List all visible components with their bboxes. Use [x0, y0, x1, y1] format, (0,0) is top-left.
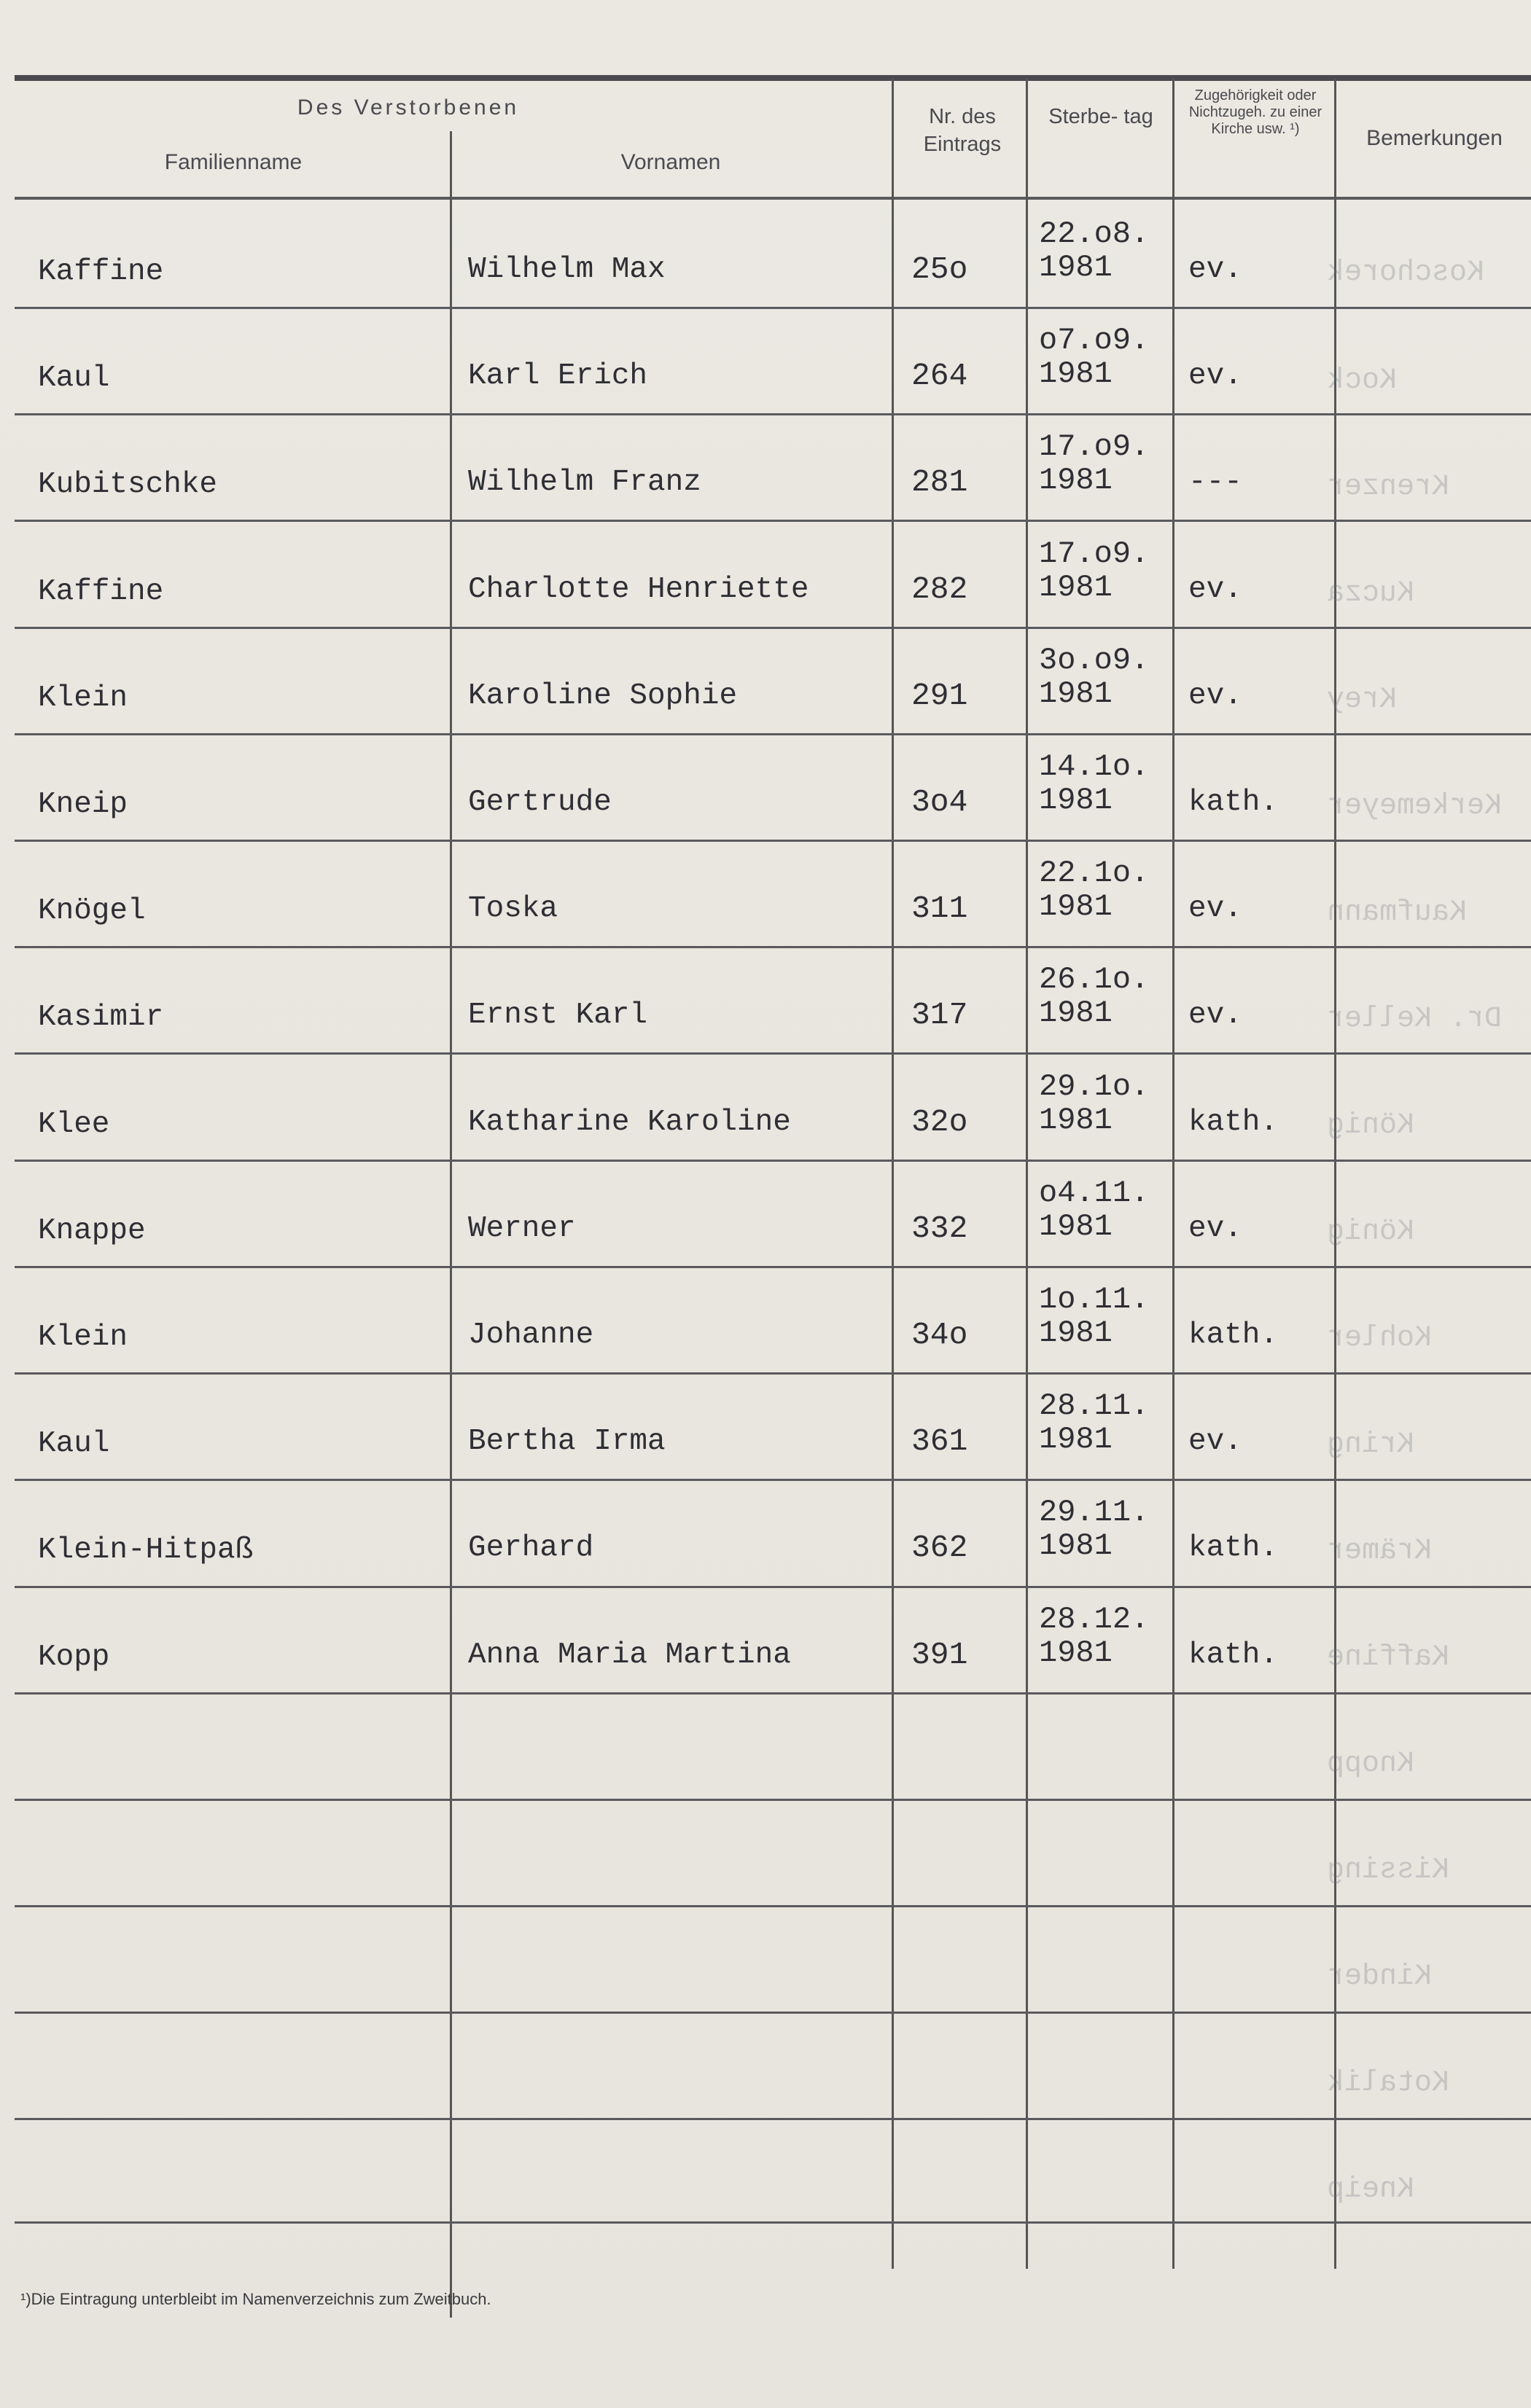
entry-number: 317 — [911, 997, 968, 1033]
family-name: Kneip — [38, 788, 128, 821]
col-line-given — [450, 131, 452, 2318]
family-name: Kaffine — [38, 574, 164, 609]
entry-number: 32o — [911, 1103, 968, 1140]
row-rule — [15, 1160, 1531, 1162]
church-affiliation: ev. — [1188, 1211, 1242, 1246]
death-date-day: 22.1o. — [1039, 856, 1150, 891]
family-name: Kaul — [38, 1427, 110, 1461]
entry-number: 362 — [911, 1530, 968, 1566]
top-rule — [15, 75, 1531, 81]
row-rule — [15, 1905, 1531, 1907]
col-line-date — [1026, 79, 1028, 2269]
death-date-day: 17.o9. — [1039, 429, 1150, 465]
death-date-year: 1981 — [1039, 1208, 1113, 1244]
given-names: Wilhelm Franz — [468, 466, 701, 500]
entry-number: 391 — [911, 1636, 968, 1673]
family-name: Klein — [38, 1321, 128, 1354]
church-affiliation: --- — [1188, 466, 1242, 500]
row-rule — [15, 627, 1531, 629]
header-church: Zugehörigkeit oder Nichtzugeh. zu einer Kirche usw. ¹) — [1188, 87, 1322, 137]
row-rule — [15, 1586, 1531, 1588]
entry-number: 291 — [911, 677, 968, 714]
row-rule — [15, 1052, 1531, 1055]
given-names: Werner — [468, 1211, 576, 1246]
church-affiliation: ev. — [1188, 679, 1242, 713]
row-rule — [15, 2012, 1531, 2014]
church-affiliation: ev. — [1188, 253, 1242, 286]
church-affiliation: kath. — [1188, 1105, 1279, 1139]
church-affiliation: ev. — [1188, 359, 1242, 394]
death-date-year: 1981 — [1039, 1422, 1113, 1458]
death-date-year: 1981 — [1039, 1316, 1113, 1350]
given-names: Anna Maria Martina — [468, 1638, 791, 1672]
death-date-day: 28.11. — [1039, 1388, 1150, 1424]
given-names: Ernst Karl — [468, 998, 648, 1033]
death-date-day: 3o.o9. — [1039, 642, 1150, 678]
header-family: Familienname — [164, 150, 303, 174]
family-name: Klein — [38, 681, 128, 715]
row-rule — [15, 733, 1531, 735]
death-date-year: 1981 — [1039, 569, 1113, 605]
church-affiliation: ev. — [1188, 998, 1242, 1033]
church-affiliation: kath. — [1188, 1318, 1279, 1352]
death-date-day: 28.12. — [1039, 1601, 1150, 1637]
row-rule — [15, 1479, 1531, 1481]
row-rule — [15, 307, 1531, 309]
death-date-day: 26.1o. — [1039, 962, 1150, 998]
given-names: Wilhelm Max — [468, 253, 666, 286]
row-rule — [15, 1372, 1531, 1375]
church-affiliation: ev. — [1188, 1425, 1242, 1459]
death-date-day: o4.11. — [1039, 1175, 1150, 1211]
church-affiliation: kath. — [1188, 786, 1279, 819]
entry-number: 25o — [911, 251, 968, 287]
death-date-year: 1981 — [1039, 356, 1113, 392]
death-date-year: 1981 — [1039, 250, 1113, 285]
row-rule — [15, 520, 1531, 522]
header-group-title: Des Verstorbenen — [297, 95, 520, 120]
death-date-day: 29.11. — [1039, 1495, 1150, 1531]
row-rule — [15, 1266, 1531, 1268]
col-line-remarks — [1334, 79, 1336, 2269]
death-date-year: 1981 — [1039, 676, 1113, 711]
death-date-year: 1981 — [1039, 1528, 1113, 1564]
given-names: Katharine Karoline — [468, 1105, 791, 1139]
family-name: Kubitschke — [38, 468, 218, 502]
given-names: Johanne — [468, 1318, 594, 1352]
family-name: Kasimir — [38, 1001, 164, 1035]
death-date-year: 1981 — [1039, 889, 1113, 925]
row-rule — [15, 946, 1531, 948]
col-line-church — [1172, 79, 1174, 2269]
given-names: Karoline Sophie — [468, 679, 738, 713]
death-date-year: 1981 — [1039, 1102, 1113, 1138]
death-date-year: 1981 — [1039, 996, 1113, 1031]
row-rule — [15, 2221, 1531, 2224]
church-affiliation: ev. — [1188, 572, 1242, 606]
death-date-year: 1981 — [1039, 463, 1113, 499]
death-date-year: 1981 — [1039, 1635, 1113, 1670]
family-name: Knögel — [38, 894, 146, 929]
entry-number: 281 — [911, 464, 968, 501]
entry-number: 311 — [911, 891, 968, 927]
death-date-day: 29.1o. — [1039, 1068, 1150, 1104]
family-name: Kopp — [38, 1640, 110, 1674]
family-name: Kaul — [38, 361, 110, 396]
family-name: Knappe — [38, 1213, 146, 1248]
death-date-year: 1981 — [1039, 783, 1113, 818]
entry-number: 34o — [911, 1317, 968, 1353]
header-rule — [15, 197, 1531, 200]
register-page: Des Verstorbenen Familienname Vornamen Nr. des Eintrags Sterbe- tag Zugehörigkeit oder Nichtzugeh. zu einer Kirche usw. ¹) Bemerkungen Koschorek Kock Krenzer Kucza Krey Kerkemeyer Kaufmann Dr. Keller König König Kohler Kring Krämer Kaffine Knopp Kissing Kinder Kotalik Kneip Kaffine Wilhelm Max 25o 22.o8. 1981 ev. Kaul Karl Erich 264 o7.o9. 1981 ev. Kubitschke Wilhelm Franz 281 17.o9. 1981 --- Kaffine Charlotte Henriette 282 17.o9. 1981 ev. Klein Karoline Sophie 291 3o.o9. 1981 ev. Kneip Gertrude 3o4 14.1o. 1981 kath. Knögel Toska 311 22.1o. 1981 ev. Kasimir Ernst Karl 317 26.1o. 1981 ev. Klee Katharine Karoline 32o 29.1o. 1981 kath. Knappe Werner 332 o4.11. 1981 ev. Klein Johanne 34o 1o.11. 1981 kath. Kaul Bertha Irma 361 28.11. 1981 ev. Klein-Hitpaß Gerhard 362 29.11. 1981 kath. Kopp Anna Maria Martina 391 28.12. 1981 kath. ¹)Die Eintragung unterbleibt im Namenverzeichnis zum Zweitbuch. — [0, 0, 1531, 2408]
family-name: Kaffine — [38, 255, 164, 289]
given-names: Gerhard — [468, 1531, 594, 1565]
header-date: Sterbe- tag — [1048, 105, 1153, 128]
header-nr: Nr. des Eintrags — [923, 105, 1002, 156]
family-name: Klein-Hitpaß — [38, 1533, 254, 1568]
church-affiliation: ev. — [1188, 892, 1242, 926]
row-rule — [15, 1799, 1531, 1801]
death-date-day: o7.o9. — [1039, 323, 1150, 359]
death-date-day: 17.o9. — [1039, 536, 1150, 571]
given-names: Bertha Irma — [468, 1425, 666, 1459]
entry-number: 282 — [911, 571, 968, 607]
death-date-day: 14.1o. — [1039, 749, 1150, 784]
entry-number: 3o4 — [911, 784, 968, 820]
header-given: Vornamen — [620, 150, 721, 174]
row-rule — [15, 413, 1531, 415]
row-rule — [15, 1692, 1531, 1694]
footnote: ¹)Die Eintragung unterbleibt im Namenverzeichnis zum Zweitbuch. — [20, 2290, 491, 2308]
entry-number: 361 — [911, 1423, 968, 1460]
row-rule — [15, 2118, 1531, 2120]
header-remarks: Bemerkungen — [1366, 126, 1503, 150]
church-affiliation: kath. — [1188, 1531, 1279, 1565]
given-names: Gertrude — [468, 786, 612, 819]
death-date-day: 1o.11. — [1039, 1282, 1150, 1317]
entry-number: 264 — [911, 358, 968, 394]
death-date-day: 22.o8. — [1039, 216, 1150, 251]
row-rule — [15, 840, 1531, 842]
family-name: Klee — [38, 1107, 110, 1141]
entry-number: 332 — [911, 1210, 968, 1246]
given-names: Toska — [468, 892, 558, 926]
given-names: Charlotte Henriette — [468, 572, 809, 606]
col-line-nr — [892, 79, 894, 2269]
given-names: Karl Erich — [468, 359, 648, 394]
church-affiliation: kath. — [1188, 1638, 1279, 1672]
